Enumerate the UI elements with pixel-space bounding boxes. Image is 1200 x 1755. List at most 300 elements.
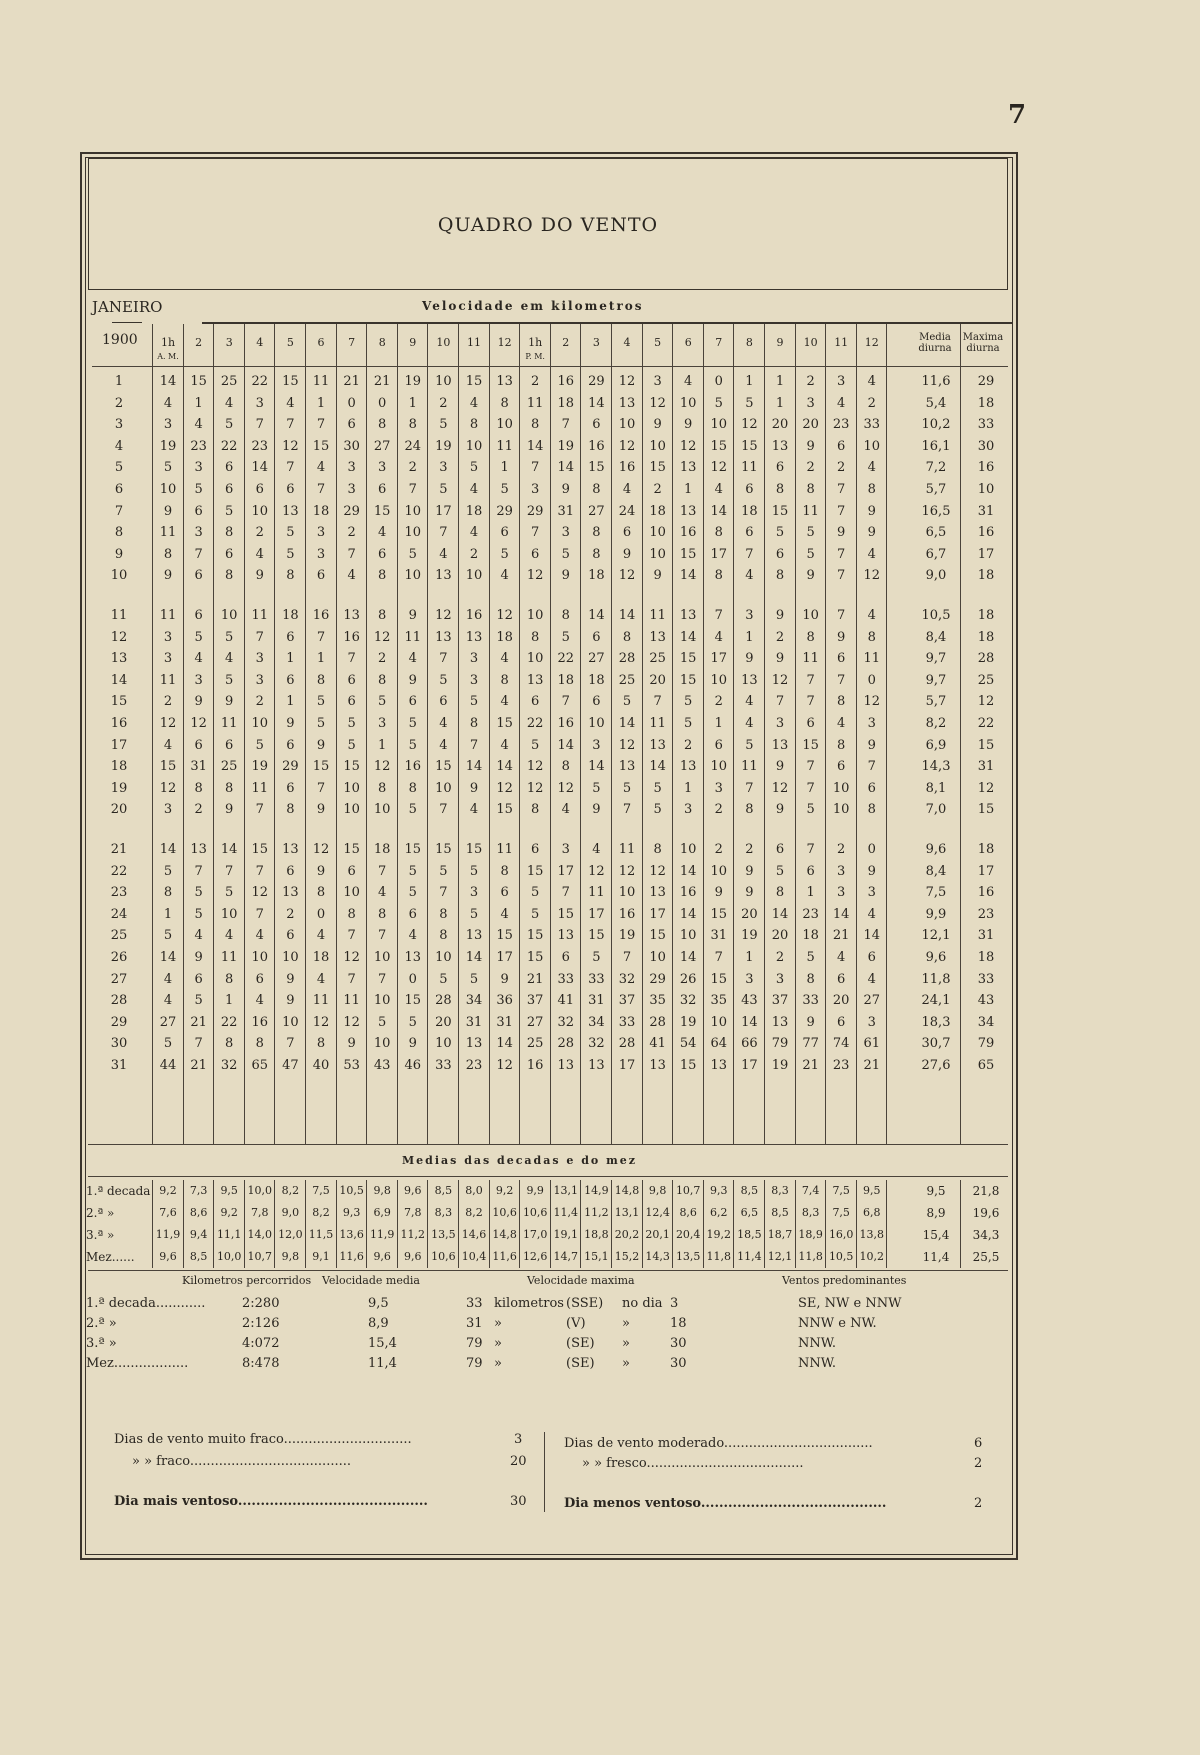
hour-value: 20 bbox=[741, 906, 758, 922]
fraco-value: 20 bbox=[510, 1454, 527, 1469]
hour-value: 14 bbox=[618, 716, 636, 731]
hour-header bbox=[338, 336, 366, 349]
hour-value: 8 bbox=[837, 694, 846, 710]
hour-value: 9 bbox=[408, 1036, 417, 1052]
hour-header bbox=[185, 336, 213, 349]
hour-value: 54 bbox=[679, 1036, 697, 1052]
maxima-diurna: 65 bbox=[977, 1058, 995, 1073]
hour-value: 1 bbox=[316, 651, 326, 667]
hour-value: 7 bbox=[286, 1036, 295, 1052]
maxima-diurna: 15 bbox=[977, 802, 995, 818]
hour-value: 5 bbox=[225, 672, 234, 688]
hour-value: 6 bbox=[225, 737, 234, 753]
hour-value: 3 bbox=[255, 672, 264, 688]
decade-divider bbox=[213, 1180, 214, 1268]
hour-value: 31 bbox=[588, 993, 605, 1009]
hour-header bbox=[827, 336, 855, 349]
hour-value: 2 bbox=[806, 460, 815, 476]
hour-value: 7 bbox=[561, 885, 570, 901]
hour-value: 5 bbox=[469, 460, 479, 476]
hour-value: 5 bbox=[439, 672, 448, 688]
hour-value: 7 bbox=[837, 568, 846, 584]
hour-value: 13 bbox=[435, 629, 452, 645]
day-label: 15 bbox=[110, 694, 128, 710]
hour-value: 35 bbox=[710, 993, 728, 1009]
hour-value: 5 bbox=[194, 629, 203, 645]
summary-vm: 8,9 bbox=[368, 1316, 389, 1331]
extra-header: Media diurna bbox=[918, 332, 952, 354]
decade-value: 9,2 bbox=[220, 1206, 238, 1219]
hour-value: 15 bbox=[710, 438, 728, 454]
hour-value: 8 bbox=[225, 780, 234, 796]
summary-vx: 33 bbox=[466, 1296, 483, 1311]
hour-value: 7 bbox=[561, 417, 570, 433]
day-label: 2 bbox=[114, 395, 124, 411]
day-label: 19 bbox=[110, 780, 128, 796]
hour-value: 11 bbox=[159, 525, 177, 541]
hour-value: 9 bbox=[622, 546, 632, 562]
decade-value: 6,8 bbox=[863, 1206, 881, 1219]
decade-value: 7,8 bbox=[404, 1206, 422, 1219]
summary-dia-label: » bbox=[622, 1336, 630, 1351]
decade-divider bbox=[550, 1180, 551, 1268]
hour-value: 8 bbox=[837, 737, 846, 753]
hour-value: 65 bbox=[251, 1058, 269, 1073]
summary-unit: » bbox=[494, 1336, 502, 1351]
hour-value: 1 bbox=[745, 374, 754, 389]
hour-value: 32 bbox=[557, 1014, 575, 1030]
fresco-label: » » fresco...................................... bbox=[582, 1456, 804, 1471]
decade-divider bbox=[397, 1180, 398, 1268]
hour-value: 10 bbox=[649, 546, 666, 562]
decade-value: 14,7 bbox=[553, 1250, 579, 1263]
hour-value: 7 bbox=[255, 802, 264, 818]
summary-dia: 30 bbox=[670, 1356, 687, 1371]
summary-ventos: NNW. bbox=[798, 1356, 836, 1371]
maxima-diurna: 18 bbox=[977, 608, 995, 623]
hour-value: 15 bbox=[526, 928, 544, 944]
hour-value: 5 bbox=[531, 906, 540, 922]
day-label: 1 bbox=[114, 374, 124, 389]
hour-value: 3 bbox=[653, 374, 662, 389]
hour-value: 2 bbox=[347, 525, 356, 541]
decade-divider bbox=[960, 1180, 961, 1268]
hour-value: 4 bbox=[867, 374, 876, 389]
hour-value: 12 bbox=[373, 629, 391, 645]
hour-value: 13 bbox=[465, 1036, 483, 1052]
hour-value: 2 bbox=[684, 737, 693, 753]
hour-value: 34 bbox=[465, 993, 483, 1009]
hour-value: 20 bbox=[435, 1014, 452, 1030]
hour-value: 26 bbox=[679, 971, 697, 987]
hour-value: 16 bbox=[404, 759, 422, 775]
hour-value: 11 bbox=[802, 503, 819, 519]
decade-divider bbox=[642, 1180, 643, 1268]
hour-value: 27 bbox=[588, 503, 605, 519]
hour-value: 19 bbox=[159, 438, 177, 454]
hour-header-label: 6 bbox=[684, 336, 692, 349]
decade-media: 9,5 bbox=[926, 1184, 946, 1198]
hour-value: 6 bbox=[194, 503, 203, 519]
hour-value: 21 bbox=[526, 971, 544, 987]
decade-value: 9,4 bbox=[189, 1228, 208, 1241]
hour-header bbox=[735, 336, 763, 349]
hour-value: 5 bbox=[194, 906, 203, 922]
hour-value: 10 bbox=[373, 993, 391, 1009]
mais-ventoso-label: Dia mais ventoso.......................................... bbox=[114, 1494, 428, 1509]
hour-value: 9 bbox=[653, 568, 662, 584]
hour-value: 5 bbox=[316, 716, 326, 731]
media-diurna: 16,5 bbox=[921, 503, 951, 519]
hour-header bbox=[215, 336, 243, 349]
hour-value: 13 bbox=[710, 1058, 728, 1073]
hour-value: 4 bbox=[867, 971, 876, 987]
hour-value: 10 bbox=[404, 568, 422, 584]
hour-value: 3 bbox=[316, 525, 326, 541]
hour-value: 5 bbox=[408, 546, 417, 562]
hour-value: 9 bbox=[255, 568, 264, 584]
summary-dir: (SE) bbox=[566, 1356, 595, 1371]
hour-value: 12 bbox=[679, 438, 697, 454]
hour-header bbox=[154, 336, 182, 361]
hour-value: 8 bbox=[531, 417, 540, 433]
decade-value: 18,7 bbox=[767, 1228, 793, 1241]
hour-value: 35 bbox=[649, 993, 666, 1009]
hour-value: 4 bbox=[225, 395, 234, 411]
hour-value: 1 bbox=[408, 395, 417, 411]
decade-value: 11,1 bbox=[216, 1228, 242, 1241]
hour-value: 17 bbox=[588, 906, 605, 922]
decade-value: 19,1 bbox=[553, 1228, 579, 1241]
hour-value: 4 bbox=[378, 525, 387, 541]
hour-header bbox=[276, 336, 304, 349]
hour-value: 12 bbox=[282, 438, 299, 454]
decade-value: 8,6 bbox=[679, 1206, 697, 1219]
table-frame bbox=[80, 152, 1018, 1560]
hour-value: 9 bbox=[745, 651, 754, 667]
hour-value: 7 bbox=[408, 482, 417, 497]
hour-value: 10 bbox=[251, 950, 269, 965]
hour-value: 3 bbox=[837, 885, 846, 901]
hour-value: 14 bbox=[588, 608, 605, 623]
maxima-diurna: 33 bbox=[977, 417, 995, 433]
day-label: 8 bbox=[114, 525, 124, 541]
maxima-diurna: 22 bbox=[977, 716, 995, 731]
hour-value: 13 bbox=[741, 672, 758, 688]
decade-divider bbox=[366, 1180, 367, 1268]
hour-header-label: 5 bbox=[286, 336, 294, 349]
hour-value: 15 bbox=[679, 1058, 697, 1073]
hour-value: 2 bbox=[775, 950, 785, 965]
page-number: 7 bbox=[1008, 100, 1027, 130]
hour-value: 3 bbox=[163, 417, 173, 433]
hour-value: 4 bbox=[714, 482, 723, 497]
decade-value: 13,6 bbox=[339, 1228, 364, 1241]
hour-value: 4 bbox=[163, 395, 173, 411]
hour-value: 15 bbox=[282, 374, 299, 389]
maxima-diurna: 18 bbox=[977, 568, 995, 584]
hour-header-period: P. M. bbox=[525, 352, 545, 361]
media-diurna: 7,2 bbox=[925, 460, 947, 476]
hour-value: 4 bbox=[194, 928, 203, 944]
hour-value: 18 bbox=[649, 503, 666, 519]
decade-divider bbox=[519, 1180, 520, 1268]
hour-value: 0 bbox=[347, 395, 356, 411]
hour-value: 11 bbox=[802, 651, 819, 667]
hour-value: 28 bbox=[557, 1036, 575, 1052]
maxima-diurna: 10 bbox=[977, 482, 995, 497]
decade-divider bbox=[825, 1180, 826, 1268]
hour-value: 7 bbox=[347, 546, 356, 562]
hour-value: 13 bbox=[679, 460, 697, 476]
hour-value: 15 bbox=[741, 438, 758, 454]
hour-value: 7 bbox=[775, 694, 785, 710]
hour-value: 17 bbox=[435, 503, 452, 519]
hour-value: 2 bbox=[837, 460, 846, 476]
decade-value: 11,6 bbox=[492, 1250, 517, 1263]
hour-value: 1 bbox=[225, 993, 234, 1009]
hour-value: 4 bbox=[469, 525, 479, 541]
hour-value: 9 bbox=[806, 568, 815, 584]
hour-value: 23 bbox=[832, 417, 850, 433]
hour-value: 4 bbox=[439, 546, 448, 562]
hour-value: 6 bbox=[745, 482, 754, 497]
hour-value: 7 bbox=[806, 759, 815, 775]
hour-value: 15 bbox=[312, 438, 330, 454]
hour-value: 8 bbox=[500, 863, 509, 879]
hour-header-label: 8 bbox=[378, 336, 386, 349]
hour-value: 7 bbox=[714, 950, 723, 965]
hour-header bbox=[766, 336, 794, 349]
hour-value: 4 bbox=[378, 885, 387, 901]
decade-value: 8,6 bbox=[189, 1206, 208, 1219]
hour-value: 27 bbox=[159, 1014, 177, 1030]
hour-value: 10 bbox=[649, 438, 666, 454]
hour-value: 3 bbox=[867, 1014, 876, 1030]
hour-value: 5 bbox=[622, 780, 632, 796]
hour-value: 14 bbox=[557, 737, 575, 753]
moderado-label: Dias de vento moderado.................................... bbox=[564, 1436, 873, 1451]
hour-value: 14 bbox=[159, 374, 177, 389]
hour-value: 4 bbox=[469, 802, 479, 818]
decade-value: 8,2 bbox=[281, 1184, 300, 1197]
hour-value: 47 bbox=[282, 1058, 299, 1073]
hour-value: 7 bbox=[194, 1036, 203, 1052]
hour-value: 5 bbox=[163, 928, 173, 944]
hour-value: 18 bbox=[802, 928, 819, 944]
hour-value: 4 bbox=[316, 460, 326, 476]
hour-value: 12 bbox=[588, 863, 605, 879]
decade-value: 8,5 bbox=[771, 1206, 789, 1219]
hour-value: 17 bbox=[710, 546, 728, 562]
hour-value: 32 bbox=[618, 971, 636, 987]
decades-title: Medias das decadas e do mez bbox=[402, 1154, 637, 1167]
hour-value: 8 bbox=[378, 906, 387, 922]
hour-value: 11 bbox=[588, 885, 605, 901]
hour-value: 4 bbox=[867, 906, 876, 922]
hour-value: 5 bbox=[684, 694, 693, 710]
hour-value: 10 bbox=[679, 928, 697, 944]
hour-value: 7 bbox=[194, 546, 203, 562]
hour-value: 1 bbox=[775, 395, 785, 411]
decade-value: 16,0 bbox=[828, 1228, 854, 1241]
hour-header bbox=[582, 336, 610, 349]
hour-header bbox=[705, 336, 733, 349]
hour-value: 2 bbox=[745, 842, 754, 857]
hour-value: 4 bbox=[745, 694, 754, 710]
media-diurna: 24,1 bbox=[921, 993, 951, 1009]
hour-value: 14 bbox=[496, 1036, 513, 1052]
hour-value: 7 bbox=[378, 928, 387, 944]
decade-divider bbox=[580, 1180, 581, 1268]
hour-value: 5 bbox=[225, 629, 234, 645]
hour-value: 4 bbox=[745, 568, 754, 584]
decade-maxima: 34,3 bbox=[972, 1228, 1000, 1242]
hour-value: 9 bbox=[806, 1014, 815, 1030]
media-diurna: 9,0 bbox=[925, 568, 947, 584]
media-diurna: 5,7 bbox=[925, 694, 947, 710]
hour-value: 6 bbox=[592, 417, 601, 433]
hour-value: 10 bbox=[343, 780, 360, 796]
hour-value: 9 bbox=[163, 568, 173, 584]
hour-value: 16 bbox=[465, 608, 483, 623]
hour-value: 10 bbox=[710, 672, 728, 688]
decade-value: 15,2 bbox=[614, 1250, 640, 1263]
hour-value: 25 bbox=[220, 374, 238, 389]
hour-value: 5 bbox=[714, 395, 723, 411]
hour-value: 9 bbox=[561, 482, 570, 497]
hour-value: 2 bbox=[531, 374, 540, 389]
hour-value: 9 bbox=[867, 503, 876, 519]
hour-value: 16 bbox=[679, 885, 697, 901]
hour-value: 7 bbox=[531, 460, 540, 476]
hour-value: 10 bbox=[526, 651, 544, 667]
decade-value: 9,5 bbox=[220, 1184, 238, 1197]
media-diurna: 9,7 bbox=[925, 672, 947, 688]
hour-value: 13 bbox=[343, 608, 360, 623]
hour-value: 3 bbox=[714, 780, 723, 796]
hour-value: 33 bbox=[557, 971, 575, 987]
hour-value: 7 bbox=[714, 608, 723, 623]
decade-value: 9,1 bbox=[312, 1250, 330, 1263]
decade-value: 8,5 bbox=[434, 1184, 453, 1197]
hour-value: 8 bbox=[378, 608, 387, 623]
hour-value: 3 bbox=[255, 395, 264, 411]
hour-value: 15 bbox=[679, 672, 697, 688]
hour-value: 4 bbox=[622, 482, 632, 497]
hour-value: 8 bbox=[500, 672, 509, 688]
hour-value: 4 bbox=[684, 374, 693, 389]
hour-value: 22 bbox=[220, 438, 238, 454]
hour-header bbox=[399, 336, 427, 349]
hour-value: 1 bbox=[806, 885, 815, 901]
hour-value: 10 bbox=[832, 802, 850, 818]
summary-unit: kilometros bbox=[494, 1296, 564, 1311]
hour-value: 28 bbox=[435, 993, 452, 1009]
hour-value: 5 bbox=[286, 546, 295, 562]
hour-value: 4 bbox=[592, 842, 601, 857]
hour-value: 12 bbox=[649, 863, 666, 879]
maxima-diurna: 29 bbox=[977, 374, 995, 389]
hour-value: 2 bbox=[163, 694, 173, 710]
hour-value: 8 bbox=[500, 395, 509, 411]
hour-value: 0 bbox=[867, 842, 876, 857]
decade-value: 14,8 bbox=[614, 1184, 640, 1197]
hour-value: 12 bbox=[863, 568, 881, 584]
hour-value: 66 bbox=[741, 1036, 758, 1052]
hour-value: 8 bbox=[286, 802, 295, 818]
hour-value: 5 bbox=[408, 863, 417, 879]
hour-value: 29 bbox=[496, 503, 513, 519]
decades-rule bbox=[88, 1176, 1008, 1177]
hour-value: 3 bbox=[347, 482, 356, 497]
hour-value: 22 bbox=[526, 716, 544, 731]
hour-value: 5 bbox=[439, 971, 448, 987]
summary-unit: » bbox=[494, 1316, 502, 1331]
hour-value: 10 bbox=[679, 395, 697, 411]
hour-value: 13 bbox=[679, 503, 697, 519]
hour-value: 9 bbox=[867, 737, 876, 753]
hour-value: 1 bbox=[684, 780, 693, 796]
hour-value: 3 bbox=[837, 863, 846, 879]
hour-value: 13 bbox=[557, 928, 575, 944]
summary-km: 2:126 bbox=[242, 1316, 280, 1331]
hour-header bbox=[613, 336, 641, 349]
decade-value: 9,8 bbox=[281, 1250, 300, 1263]
hour-value: 12 bbox=[863, 694, 881, 710]
hour-header-label: 5 bbox=[654, 336, 662, 349]
hour-value: 4 bbox=[867, 546, 876, 562]
hour-value: 20 bbox=[771, 928, 789, 944]
hour-value: 28 bbox=[618, 651, 636, 667]
decade-media: 15,4 bbox=[922, 1228, 950, 1242]
hour-header-label: 11 bbox=[834, 336, 849, 349]
hour-value: 7 bbox=[469, 737, 479, 753]
maxima-diurna: 18 bbox=[977, 950, 995, 965]
hour-value: 6 bbox=[714, 737, 723, 753]
day-label: 10 bbox=[110, 568, 128, 584]
hour-value: 5 bbox=[684, 716, 693, 731]
hour-value: 8 bbox=[622, 629, 632, 645]
hour-value: 6 bbox=[347, 417, 356, 433]
decade-divider bbox=[427, 1180, 428, 1268]
hour-header-label: 2 bbox=[195, 336, 203, 349]
media-diurna: 16,1 bbox=[921, 438, 951, 454]
hour-value: 5 bbox=[775, 525, 785, 541]
maxima-diurna: 28 bbox=[977, 651, 995, 667]
hour-value: 33 bbox=[802, 993, 819, 1009]
hour-value: 29 bbox=[588, 374, 605, 389]
hour-value: 10 bbox=[649, 950, 666, 965]
decade-value: 20,2 bbox=[614, 1228, 640, 1241]
hour-value: 28 bbox=[649, 1014, 666, 1030]
hour-value: 5 bbox=[500, 482, 509, 497]
hour-value: 10 bbox=[618, 885, 636, 901]
hour-value: 2 bbox=[837, 842, 846, 857]
hour-value: 46 bbox=[404, 1058, 422, 1073]
hour-value: 3 bbox=[163, 629, 173, 645]
hour-value: 14 bbox=[679, 629, 697, 645]
hour-value: 15 bbox=[159, 759, 177, 775]
hour-value: 6 bbox=[286, 863, 295, 879]
decade-label: 3.ª » bbox=[86, 1228, 115, 1242]
hour-value: 10 bbox=[343, 885, 360, 901]
decade-label: Mez...... bbox=[86, 1250, 135, 1264]
hour-value: 10 bbox=[435, 780, 452, 796]
hour-value: 25 bbox=[649, 651, 666, 667]
hour-header-label: 11 bbox=[467, 336, 481, 349]
hour-header-label: 9 bbox=[776, 336, 784, 349]
